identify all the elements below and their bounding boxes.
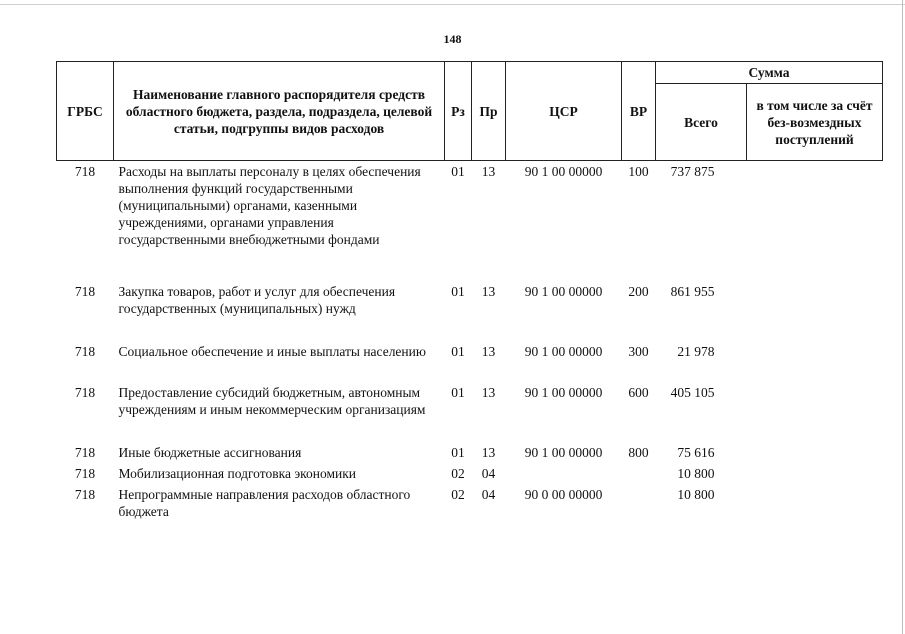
scan-edge-right — [902, 0, 903, 634]
header-total: Всего — [656, 84, 747, 161]
cell-grbs: 718 — [74, 283, 96, 299]
cell-name: Расходы на выплаты персоналу в целях обеспечения выполнения функций государственными (муниципальными) органами, казенными учреждениями, органами управления государственными внебюджетными фондами — [118, 164, 421, 247]
cell-incl — [747, 442, 883, 463]
cell-total: 405 105 — [670, 384, 715, 400]
cell-pr: 04 — [481, 465, 496, 481]
cell-vr: 800 — [628, 444, 649, 460]
cell-csr: 90 0 00 00000 — [524, 486, 603, 502]
cell-vr: 600 — [628, 384, 649, 400]
header-rz: Рз — [445, 62, 472, 161]
header-pr: Пр — [472, 62, 506, 161]
cell-vr: 300 — [628, 343, 649, 359]
table-row — [57, 161, 883, 281]
cell-grbs: 718 — [74, 164, 96, 179]
cell-rz: 02 — [451, 465, 465, 481]
cell-incl — [747, 341, 883, 382]
cell-name: Мобилизационная подготовка экономики — [118, 465, 357, 481]
page-number: 148 — [443, 32, 462, 46]
cell-grbs: 718 — [74, 384, 96, 400]
cell-name: Социальное обеспечение и иные выплаты населению — [118, 343, 426, 359]
budget-table — [56, 61, 883, 524]
cell-incl — [747, 463, 883, 484]
cell-csr — [506, 463, 622, 484]
cell-name: Предоставление субсидий бюджетным, автономным учреждениям и иным некоммерческим организациям — [118, 384, 426, 417]
cell-total: 861 955 — [670, 283, 715, 299]
table-header — [57, 62, 883, 161]
table-row — [57, 484, 883, 524]
cell-rz: 01 — [451, 444, 465, 460]
cell-pr: 13 — [481, 343, 496, 359]
cell-grbs: 718 — [74, 444, 96, 460]
cell-grbs: 718 — [74, 465, 96, 481]
table-row — [57, 341, 883, 382]
table-row — [57, 281, 883, 341]
cell-rz: 02 — [451, 486, 465, 502]
cell-rz: 01 — [451, 283, 465, 299]
cell-csr: 90 1 00 00000 — [524, 164, 603, 179]
cell-csr: 90 1 00 00000 — [524, 444, 603, 460]
header-vr: ВР — [622, 62, 656, 161]
header-incl: в том числе за счёт без-возмездных поступлений — [747, 84, 883, 161]
cell-csr: 90 1 00 00000 — [524, 384, 603, 400]
table-row — [57, 382, 883, 442]
header-sum: Сумма — [656, 62, 883, 84]
cell-pr: 13 — [481, 164, 496, 179]
cell-rz: 01 — [451, 343, 465, 359]
cell-vr: 100 — [628, 164, 649, 179]
cell-total: 10 800 — [677, 486, 715, 502]
cell-rz: 01 — [451, 164, 465, 179]
cell-vr — [622, 484, 656, 524]
cell-name: Иные бюджетные ассигнования — [118, 444, 302, 460]
cell-pr: 13 — [481, 444, 496, 460]
scan-edge-top — [0, 4, 905, 5]
cell-grbs: 718 — [74, 343, 96, 359]
table-row — [57, 442, 883, 463]
cell-incl — [747, 484, 883, 524]
table-row — [57, 463, 883, 484]
cell-incl — [747, 281, 883, 341]
cell-rz: 01 — [451, 384, 465, 400]
cell-incl — [747, 161, 883, 281]
cell-name: Непрограммные направления расходов областного бюджета — [118, 486, 411, 519]
table-body — [57, 161, 883, 524]
cell-pr: 13 — [481, 283, 496, 299]
cell-total: 10 800 — [677, 465, 715, 481]
cell-total: 737 875 — [670, 164, 715, 179]
cell-total: 21 978 — [677, 343, 715, 359]
cell-csr: 90 1 00 00000 — [524, 343, 603, 359]
cell-name: Закупка товаров, работ и услуг для обеспечения государственных (муниципальных) нужд — [118, 283, 396, 316]
header-csr: ЦСР — [506, 62, 622, 161]
header-name: Наименование главного распорядителя средств областного бюджета, раздела, подраздела, целевой статьи, подгруппы видов расходов — [114, 62, 445, 161]
cell-pr: 13 — [481, 384, 496, 400]
cell-total: 75 616 — [677, 444, 715, 460]
cell-csr: 90 1 00 00000 — [524, 283, 603, 299]
cell-grbs: 718 — [74, 486, 96, 502]
cell-vr — [622, 463, 656, 484]
header-grbs: ГРБС — [57, 62, 114, 161]
cell-vr: 200 — [628, 283, 649, 299]
cell-pr: 04 — [481, 486, 496, 502]
cell-incl — [747, 382, 883, 442]
